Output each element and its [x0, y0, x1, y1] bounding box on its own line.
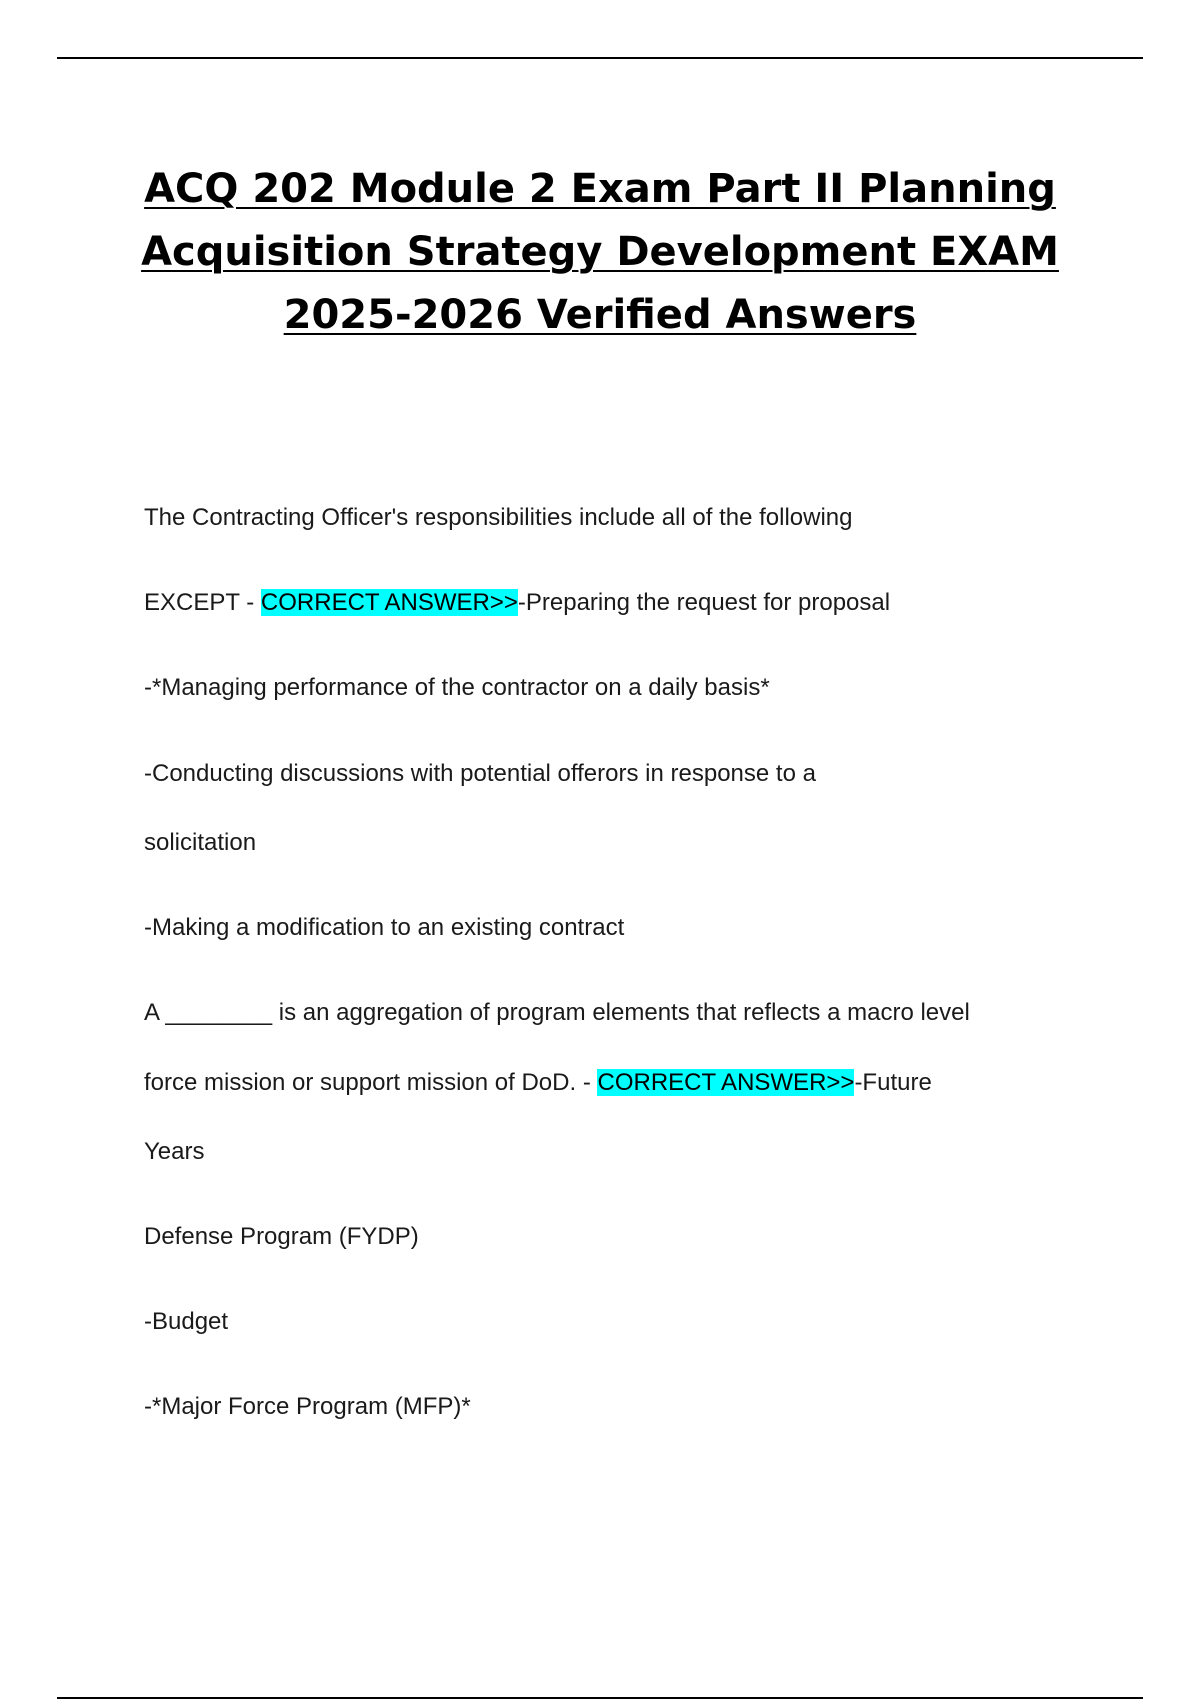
title-line-2: Acquisition Strategy Development EXAM [141, 229, 1059, 275]
question-2-answer: -Future [854, 1069, 932, 1096]
top-rule [57, 57, 1143, 59]
question-1-option-continued: solicitation [144, 829, 257, 856]
question-1-text: The Contracting Officer's responsibilities include all of the following [144, 504, 853, 531]
question-1-option: -Conducting discussions with potential offerors in response to a [144, 760, 816, 787]
question-2-text: A ________ is an aggregation of program elements that reflects a macro level [144, 999, 970, 1026]
question-1-answer-line [144, 587, 890, 619]
bottom-rule [57, 1697, 1143, 1699]
correct-answer-highlight: CORRECT ANSWER>> [260, 589, 518, 616]
question-1-option: -Making a modification to an existing contract [144, 914, 625, 941]
title-line-1: ACQ 202 Module 2 Exam Part II Planning [144, 166, 1056, 212]
question-2-prefix: force mission or support mission of DoD. - [144, 1069, 598, 1096]
question-2-option: -Budget [144, 1308, 229, 1335]
question-1-answer: -Preparing the request for proposal [517, 589, 891, 616]
question-1-option: -*Managing performance of the contractor on a daily basis* [144, 674, 770, 701]
question-2-answer-continued: Years [144, 1138, 205, 1165]
correct-answer-highlight: CORRECT ANSWER>> [597, 1069, 855, 1096]
title-line-3: 2025-2026 Verified Answers [283, 292, 917, 338]
question-2-answer-continued: Defense Program (FYDP) [144, 1223, 419, 1250]
question-1-prefix: EXCEPT - [144, 589, 261, 616]
document-title [100, 158, 1100, 347]
question-2-answer-line [144, 1067, 932, 1099]
question-2-option: -*Major Force Program (MFP)* [144, 1393, 471, 1420]
